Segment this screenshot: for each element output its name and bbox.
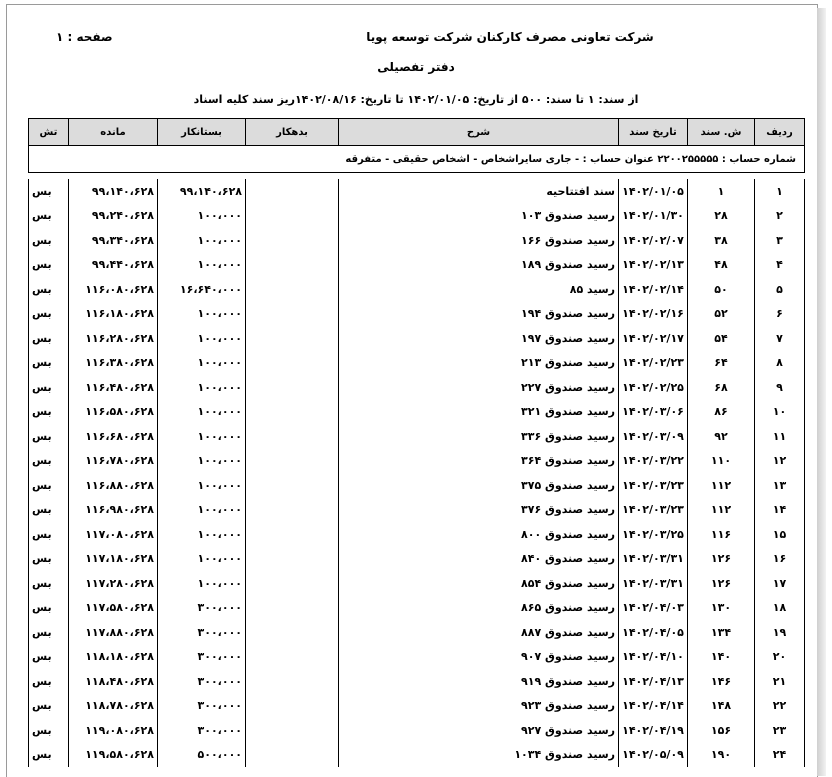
cell-doc-date: ۱۴۰۲/۰۴/۱۰	[619, 645, 688, 670]
cell-debit	[246, 718, 339, 743]
cell-doc-number: ۳۸	[688, 228, 755, 253]
table-row	[29, 400, 805, 425]
cell-doc-number: ۱۱۰	[688, 449, 755, 474]
cell-credit: ۳۰۰،۰۰۰	[158, 718, 246, 743]
cell-nature: بس	[29, 424, 69, 449]
cell-balance: ۱۱۷،۱۸۰،۶۲۸	[69, 547, 158, 572]
cell-debit	[246, 694, 339, 719]
cell-description: رسید صندوق ۸۵۴	[339, 571, 619, 596]
cell-debit	[246, 498, 339, 523]
cell-balance: ۱۱۶،۴۸۰،۶۲۸	[69, 375, 158, 400]
table-row	[29, 498, 805, 523]
cell-doc-date: ۱۴۰۲/۰۳/۲۲	[619, 449, 688, 474]
cell-row-number: ۲۱	[755, 669, 805, 694]
cell-credit: ۱۰۰،۰۰۰	[158, 351, 246, 376]
cell-nature: بس	[29, 179, 69, 204]
cell-debit	[246, 449, 339, 474]
cell-debit	[246, 596, 339, 621]
cell-doc-date: ۱۴۰۲/۰۳/۰۹	[619, 424, 688, 449]
cell-nature: بس	[29, 571, 69, 596]
cell-doc-number: ۱۵۶	[688, 718, 755, 743]
col-header-doc-number: ش. سند	[688, 119, 755, 146]
cell-doc-date: ۱۴۰۲/۰۲/۱۴	[619, 277, 688, 302]
cell-debit	[246, 620, 339, 645]
table-row	[29, 743, 805, 768]
cell-row-number: ۱۷	[755, 571, 805, 596]
cell-doc-number: ۱۹۰	[688, 743, 755, 768]
cell-debit	[246, 351, 339, 376]
col-header-row-number: ردیف	[755, 119, 805, 146]
cell-doc-number: ۱۱۶	[688, 522, 755, 547]
cell-balance: ۱۱۶،۷۸۰،۶۲۸	[69, 449, 158, 474]
cell-doc-number: ۱۱۲	[688, 473, 755, 498]
cell-nature: بس	[29, 326, 69, 351]
cell-balance: ۱۱۷،۰۸۰،۶۲۸	[69, 522, 158, 547]
cell-debit	[246, 204, 339, 229]
cell-row-number: ۵	[755, 277, 805, 302]
account-info: شماره حساب : ۲۲۰۰۲۵۵۵۵۵ عنوان حساب : - جاری سایراشخاص - اشخاص حقیقی - متفرقه	[29, 146, 805, 173]
cell-nature: بس	[29, 277, 69, 302]
cell-row-number: ۶	[755, 302, 805, 327]
cell-nature: بس	[29, 522, 69, 547]
cell-doc-date: ۱۴۰۲/۰۳/۲۳	[619, 473, 688, 498]
cell-debit	[246, 253, 339, 278]
cell-row-number: ۲	[755, 204, 805, 229]
table-row	[29, 375, 805, 400]
cell-nature: بس	[29, 449, 69, 474]
cell-debit	[246, 571, 339, 596]
cell-credit: ۱۰۰،۰۰۰	[158, 228, 246, 253]
cell-credit: ۱۰۰،۰۰۰	[158, 449, 246, 474]
cell-doc-number: ۴۸	[688, 253, 755, 278]
cell-debit	[246, 326, 339, 351]
cell-doc-number: ۶۴	[688, 351, 755, 376]
cell-description: رسید صندوق ۱۹۴	[339, 302, 619, 327]
cell-doc-date: ۱۴۰۲/۰۳/۲۵	[619, 522, 688, 547]
table-row	[29, 620, 805, 645]
cell-debit	[246, 645, 339, 670]
cell-debit	[246, 400, 339, 425]
cell-description: رسید صندوق ۹۰۷	[339, 645, 619, 670]
table-row	[29, 179, 805, 204]
company-name: شرکت تعاونی مصرف کارکنان شرکت توسعه پویا	[366, 30, 654, 44]
cell-balance: ۱۱۹،۵۸۰،۶۲۸	[69, 743, 158, 768]
cell-row-number: ۱۴	[755, 498, 805, 523]
table-row	[29, 326, 805, 351]
cell-description: رسید صندوق ۱۰۳۴	[339, 743, 619, 768]
cell-balance: ۱۱۶،۸۸۰،۶۲۸	[69, 473, 158, 498]
table-row	[29, 302, 805, 327]
ledger-table	[28, 118, 805, 767]
cell-nature: بس	[29, 351, 69, 376]
cell-nature: بس	[29, 228, 69, 253]
table-row	[29, 547, 805, 572]
cell-nature: بس	[29, 473, 69, 498]
cell-description: رسید صندوق ۸۶۵	[339, 596, 619, 621]
cell-credit: ۹۹،۱۴۰،۶۲۸	[158, 179, 246, 204]
page-shadow	[817, 8, 826, 776]
cell-description: رسید صندوق ۸۸۷	[339, 620, 619, 645]
cell-doc-number: ۱۴۸	[688, 694, 755, 719]
cell-row-number: ۱۱	[755, 424, 805, 449]
cell-doc-date: ۱۴۰۲/۰۵/۰۹	[619, 743, 688, 768]
cell-credit: ۳۰۰،۰۰۰	[158, 669, 246, 694]
cell-doc-number: ۱۴۶	[688, 669, 755, 694]
cell-credit: ۱۰۰،۰۰۰	[158, 375, 246, 400]
cell-balance: ۱۱۸،۱۸۰،۶۲۸	[69, 645, 158, 670]
cell-row-number: ۴	[755, 253, 805, 278]
cell-balance: ۱۱۷،۸۸۰،۶۲۸	[69, 620, 158, 645]
cell-debit	[246, 277, 339, 302]
col-header-description: شرح	[339, 119, 619, 146]
cell-nature: بس	[29, 645, 69, 670]
cell-debit	[246, 424, 339, 449]
cell-credit: ۳۰۰،۰۰۰	[158, 620, 246, 645]
cell-doc-number: ۹۲	[688, 424, 755, 449]
cell-debit	[246, 473, 339, 498]
cell-balance: ۱۱۶،۶۸۰،۶۲۸	[69, 424, 158, 449]
cell-description: رسید صندوق ۹۱۹	[339, 669, 619, 694]
cell-doc-number: ۱۲۶	[688, 547, 755, 572]
cell-doc-number: ۱۳۰	[688, 596, 755, 621]
col-header-credit: بستانکار	[158, 119, 246, 146]
cell-description: رسید ۸۵	[339, 277, 619, 302]
cell-doc-date: ۱۴۰۲/۰۴/۱۹	[619, 718, 688, 743]
cell-description: سند افتتاحیه	[339, 179, 619, 204]
cell-balance: ۹۹،۳۴۰،۶۲۸	[69, 228, 158, 253]
table-row	[29, 424, 805, 449]
table-row	[29, 596, 805, 621]
cell-balance: ۱۱۶،۳۸۰،۶۲۸	[69, 351, 158, 376]
table-row	[29, 204, 805, 229]
cell-balance: ۱۱۶،۱۸۰،۶۲۸	[69, 302, 158, 327]
cell-doc-date: ۱۴۰۲/۰۴/۰۳	[619, 596, 688, 621]
table-row	[29, 449, 805, 474]
cell-doc-date: ۱۴۰۲/۰۴/۱۴	[619, 694, 688, 719]
cell-nature: بس	[29, 718, 69, 743]
cell-row-number: ۱۲	[755, 449, 805, 474]
cell-balance: ۹۹،۱۴۰،۶۲۸	[69, 179, 158, 204]
cell-balance: ۱۱۷،۵۸۰،۶۲۸	[69, 596, 158, 621]
cell-credit: ۱۰۰،۰۰۰	[158, 547, 246, 572]
account-row	[29, 146, 805, 173]
cell-row-number: ۲۲	[755, 694, 805, 719]
report-filter: از سند: ۱ تا سند: ۵۰۰ از تاریخ: ۱۴۰۲/۰۱/۰۵ تا تاریخ: ۱۴۰۲/۰۸/۱۶ریز سند کلیه اسناد	[193, 93, 639, 106]
cell-balance: ۱۱۶،۵۸۰،۶۲۸	[69, 400, 158, 425]
cell-row-number: ۱۶	[755, 547, 805, 572]
cell-doc-number: ۵۴	[688, 326, 755, 351]
cell-doc-date: ۱۴۰۲/۰۲/۲۳	[619, 351, 688, 376]
cell-doc-date: ۱۴۰۲/۰۲/۱۷	[619, 326, 688, 351]
cell-debit	[246, 228, 339, 253]
cell-nature: بس	[29, 253, 69, 278]
cell-doc-date: ۱۴۰۲/۰۳/۳۱	[619, 571, 688, 596]
table-row	[29, 694, 805, 719]
cell-credit: ۳۰۰،۰۰۰	[158, 596, 246, 621]
cell-balance: ۹۹،۴۴۰،۶۲۸	[69, 253, 158, 278]
cell-description: رسید صندوق ۳۷۵	[339, 473, 619, 498]
cell-credit: ۵۰۰،۰۰۰	[158, 743, 246, 768]
cell-description: رسید صندوق ۹۲۳	[339, 694, 619, 719]
cell-balance: ۱۱۶،۰۸۰،۶۲۸	[69, 277, 158, 302]
cell-doc-date: ۱۴۰۲/۰۱/۳۰	[619, 204, 688, 229]
cell-doc-date: ۱۴۰۲/۰۳/۳۱	[619, 547, 688, 572]
cell-description: رسید صندوق ۳۳۶	[339, 424, 619, 449]
cell-row-number: ۱۹	[755, 620, 805, 645]
cell-description: رسید صندوق ۲۲۷	[339, 375, 619, 400]
cell-doc-date: ۱۴۰۲/۰۴/۱۳	[619, 669, 688, 694]
cell-doc-date: ۱۴۰۲/۰۱/۰۵	[619, 179, 688, 204]
cell-doc-date: ۱۴۰۲/۰۳/۲۳	[619, 498, 688, 523]
cell-doc-number: ۱۲۶	[688, 571, 755, 596]
cell-description: رسید صندوق ۳۷۶	[339, 498, 619, 523]
cell-credit: ۳۰۰،۰۰۰	[158, 694, 246, 719]
cell-debit	[246, 302, 339, 327]
table-row	[29, 522, 805, 547]
cell-row-number: ۱۵	[755, 522, 805, 547]
col-header-nature: تش	[29, 119, 69, 146]
table-row	[29, 669, 805, 694]
table-row	[29, 473, 805, 498]
cell-doc-date: ۱۴۰۲/۰۳/۰۶	[619, 400, 688, 425]
cell-credit: ۱۰۰،۰۰۰	[158, 473, 246, 498]
cell-credit: ۱۶،۶۴۰،۰۰۰	[158, 277, 246, 302]
cell-description: رسید صندوق ۸۴۰	[339, 547, 619, 572]
table-header-row	[29, 119, 805, 146]
cell-nature: بس	[29, 596, 69, 621]
cell-credit: ۱۰۰،۰۰۰	[158, 498, 246, 523]
cell-row-number: ۳	[755, 228, 805, 253]
cell-credit: ۱۰۰،۰۰۰	[158, 253, 246, 278]
cell-balance: ۱۱۸،۴۸۰،۶۲۸	[69, 669, 158, 694]
cell-debit	[246, 669, 339, 694]
cell-doc-date: ۱۴۰۲/۰۴/۰۵	[619, 620, 688, 645]
cell-credit: ۱۰۰،۰۰۰	[158, 326, 246, 351]
cell-credit: ۱۰۰،۰۰۰	[158, 302, 246, 327]
cell-doc-date: ۱۴۰۲/۰۲/۱۳	[619, 253, 688, 278]
cell-description: رسید صندوق ۹۲۷	[339, 718, 619, 743]
cell-nature: بس	[29, 375, 69, 400]
cell-balance: ۱۱۷،۲۸۰،۶۲۸	[69, 571, 158, 596]
page-number: صفحه : ۱	[56, 30, 113, 44]
cell-row-number: ۸	[755, 351, 805, 376]
cell-balance: ۱۱۶،۲۸۰،۶۲۸	[69, 326, 158, 351]
cell-nature: بس	[29, 620, 69, 645]
table-row	[29, 645, 805, 670]
cell-description: رسید صندوق ۳۶۴	[339, 449, 619, 474]
cell-credit: ۱۰۰،۰۰۰	[158, 522, 246, 547]
cell-nature: بس	[29, 400, 69, 425]
cell-row-number: ۲۰	[755, 645, 805, 670]
cell-nature: بس	[29, 498, 69, 523]
cell-debit	[246, 547, 339, 572]
cell-credit: ۱۰۰،۰۰۰	[158, 571, 246, 596]
cell-doc-number: ۸۶	[688, 400, 755, 425]
cell-balance: ۱۱۹،۰۸۰،۶۲۸	[69, 718, 158, 743]
cell-description: رسید صندوق ۱۰۳	[339, 204, 619, 229]
cell-doc-number: ۱۱۲	[688, 498, 755, 523]
cell-description: رسید صندوق ۲۱۳	[339, 351, 619, 376]
cell-nature: بس	[29, 204, 69, 229]
cell-credit: ۳۰۰،۰۰۰	[158, 645, 246, 670]
cell-balance: ۱۱۸،۷۸۰،۶۲۸	[69, 694, 158, 719]
cell-balance: ۱۱۶،۹۸۰،۶۲۸	[69, 498, 158, 523]
cell-description: رسید صندوق ۳۲۱	[339, 400, 619, 425]
cell-nature: بس	[29, 694, 69, 719]
cell-nature: بس	[29, 743, 69, 768]
table-row	[29, 351, 805, 376]
cell-row-number: ۱۸	[755, 596, 805, 621]
cell-description: رسید صندوق ۱۹۷	[339, 326, 619, 351]
cell-row-number: ۲۳	[755, 718, 805, 743]
cell-doc-number: ۱۳۴	[688, 620, 755, 645]
cell-nature: بس	[29, 669, 69, 694]
cell-balance: ۹۹،۲۴۰،۶۲۸	[69, 204, 158, 229]
cell-doc-number: ۵۲	[688, 302, 755, 327]
cell-debit	[246, 375, 339, 400]
cell-description: رسید صندوق ۱۸۹	[339, 253, 619, 278]
col-header-balance: مانده	[69, 119, 158, 146]
cell-doc-number: ۱۴۰	[688, 645, 755, 670]
table-row	[29, 253, 805, 278]
col-header-doc-date: تاریخ سند	[619, 119, 688, 146]
cell-debit	[246, 743, 339, 768]
cell-row-number: ۱۳	[755, 473, 805, 498]
table-row	[29, 718, 805, 743]
table-row	[29, 228, 805, 253]
cell-credit: ۱۰۰،۰۰۰	[158, 424, 246, 449]
report-title: دفتر تفصیلی	[377, 60, 455, 74]
col-header-debit: بدهکار	[246, 119, 339, 146]
cell-nature: بس	[29, 302, 69, 327]
cell-credit: ۱۰۰،۰۰۰	[158, 400, 246, 425]
cell-doc-number: ۲۸	[688, 204, 755, 229]
cell-row-number: ۷	[755, 326, 805, 351]
cell-doc-number: ۱	[688, 179, 755, 204]
cell-credit: ۱۰۰،۰۰۰	[158, 204, 246, 229]
cell-row-number: ۱	[755, 179, 805, 204]
table-row	[29, 277, 805, 302]
cell-doc-date: ۱۴۰۲/۰۲/۰۷	[619, 228, 688, 253]
cell-row-number: ۱۰	[755, 400, 805, 425]
cell-doc-number: ۶۸	[688, 375, 755, 400]
cell-debit	[246, 179, 339, 204]
cell-description: رسید صندوق ۱۶۶	[339, 228, 619, 253]
table-row	[29, 571, 805, 596]
cell-description: رسید صندوق ۸۰۰	[339, 522, 619, 547]
cell-debit	[246, 522, 339, 547]
cell-doc-date: ۱۴۰۲/۰۲/۱۶	[619, 302, 688, 327]
cell-doc-date: ۱۴۰۲/۰۲/۲۵	[619, 375, 688, 400]
cell-nature: بس	[29, 547, 69, 572]
cell-row-number: ۲۴	[755, 743, 805, 768]
cell-doc-number: ۵۰	[688, 277, 755, 302]
cell-row-number: ۹	[755, 375, 805, 400]
